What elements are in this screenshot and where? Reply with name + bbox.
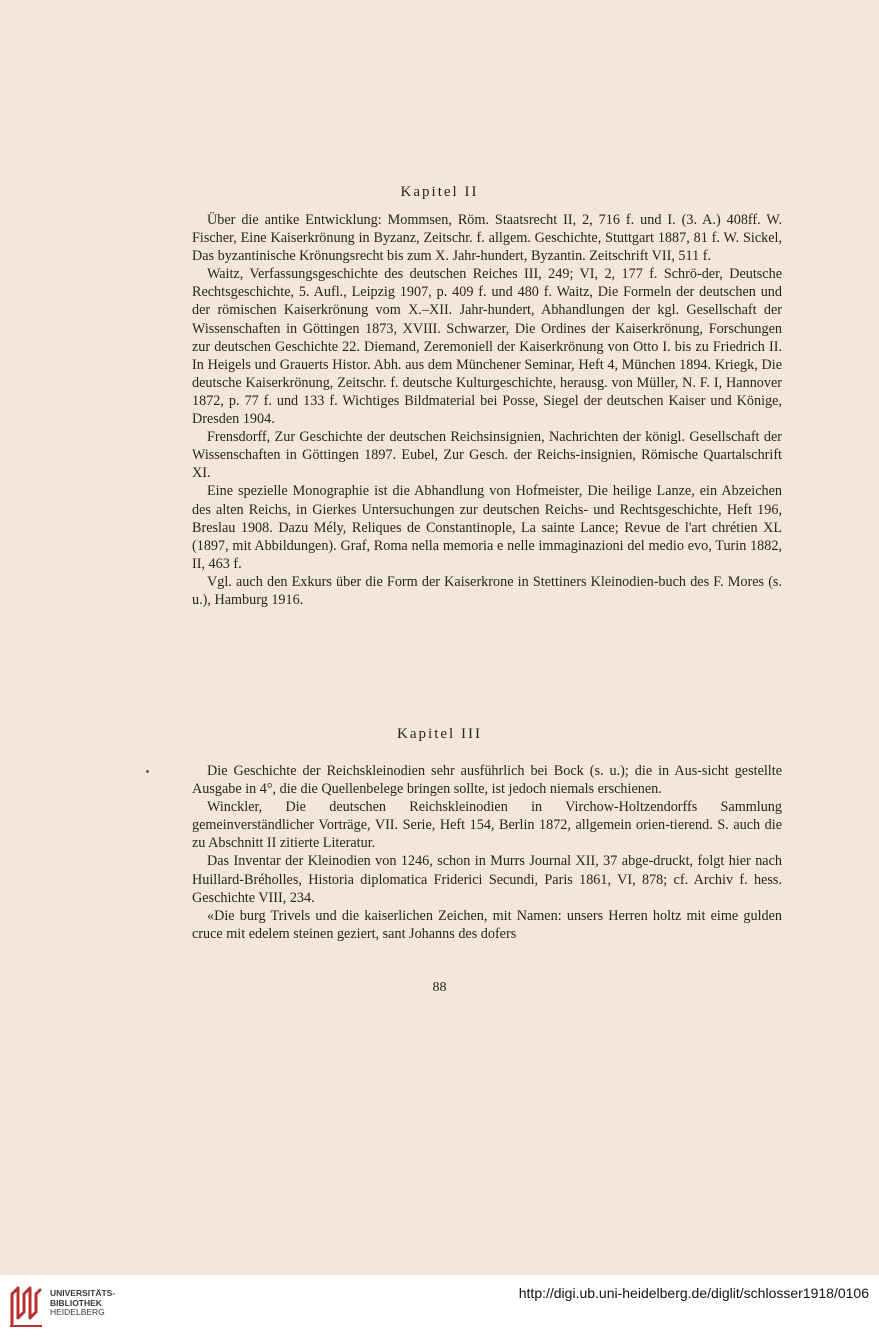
logo-line: BIBLIOTHEK [50,1297,102,1308]
logo-line: HEIDELBERG [50,1307,105,1317]
paragraph: Über die antike Entwicklung: Mommsen, Röm. Staatsrecht II, 2, 716 f. und I. (3. A.) 408ff. W. Fischer, Eine Kaiserkrönung in Byzanz, Zeitschr. f. allgem. Geschichte, Stuttgart 1887, 81 f. W. Sickel, Das byzantinische Krönungsrecht bis zum X. Jahr-hundert, Byzantin. Zeitschrift VII, 511 f. [192,212,782,265]
library-footer [0,1275,879,1338]
library-logo-text [50,1289,115,1318]
paragraph: Frensdorff, Zur Geschichte der deutschen Reichsinsignien, Nachrichten der königl. Gesellschaft der Wissenschaften in Göttingen 1897. Eubel, Zur Gesch. der Reichs-insignien, Römische Quartalschrift XI. [192,429,782,482]
library-logo-icon [8,1284,44,1333]
chapter-3-body [192,762,782,943]
paragraph: Eine spezielle Monographie ist die Abhandlung von Hofmeister, Die heilige Lanze, ein Abzeichen des alten Reichs, in Gierkes Untersuchungen zur deutschen Reichs- und Rechtsgeschichte, Heft 196, Breslau 1908. Dazu Mély, Reliques de Constantinople, La sainte Lance; Revue de l'art chrétien XL (1897, mit Abbildungen). Graf, Roma nella memoria e nelle immaginazioni del medio evo, Turin 1882, II, 463 f. [192,483,782,572]
paragraph: Winckler, Die deutschen Reichskleinodien in Virchow-Holtzendorffs Sammlung gemeinverständlicher Vorträge, VII. Serie, Heft 154, Berlin 1872, allgemein orien-tierend. S. auch die zu Abschnitt II zitierte Literatur. [192,799,782,852]
paragraph: «Die burg Trivels und die kaiserlichen Zeichen, mit Namen: unsers Herren holtz mit eime gulden cruce mit edelem steinen geziert, sant Johanns des dofers [192,907,782,942]
page-number: 88 [432,980,447,995]
paper-speck [146,770,149,773]
chapter-3-heading: Kapitel III [397,726,482,742]
paragraph: Vgl. auch den Exkurs über die Form der Kaiserkrone in Stettiners Kleinodien-buch des F. Mores (s. u.), Hamburg 1916. [192,573,782,608]
logo-line: UNIVERSITÄTS- [50,1288,116,1298]
paragraph: Waitz, Verfassungsgeschichte des deutschen Reiches III, 249; VI, 2, 177 f. Schrö-der, Deutsche Rechtsgeschichte, 5. Aufl., Leipzig 1907, p. 409 f. und 480 f. Waitz, Die Formeln der deutschen und der römischen Kaiserkrönung vom X.–XII. Jahr-hundert, Abhandlungen der kgl. Gesellschaft der Wissenschaften in Göttingen 1873, XVIII. Schwarzer, Die Ordines der Kaiserkrönung, Forschungen zur deutschen Geschichte 22. Diemand, Zeremoniell der Kaiserkrönung von Otto I. bis zu Friedrich II. In Heigels und Grauerts Histor. Abh. aus dem Münchener Seminar, Heft 4, München 1894. Kriegk, Die deutsche Kaiserkrönung, Zeitschr. f. deutsche Kulturgeschichte, herausg. von Müller, N. F. I, Hannover 1872, p. 77 f. und 133 f. Wichtiges Bildmaterial bei Posse, Siegel der deutschen Kaiser und Könige, Dresden 1904. [192,266,782,428]
paragraph: Das Inventar der Kleinodien von 1246, schon in Murrs Journal XII, 37 abge-druckt, folgt hier nach Huillard-Bréholles, Historia diplomatica Friderici Secundi, Paris 1861, VI, 878; cf. Archiv f. hess. Geschichte VIII, 234. [192,853,782,906]
chapter-2-heading: Kapitel II [400,184,479,200]
chapter-2-body [192,211,782,609]
source-url[interactable]: http://digi.ub.uni-heidelberg.de/diglit/schlosser1918/0106 [518,1285,869,1301]
paragraph: Die Geschichte der Reichskleinodien sehr ausführlich bei Bock (s. u.); die in Aus-sicht gestellte Ausgabe in 4°, die die Quellenbelege bringen sollte, ist jedoch niemals erschienen. [192,763,782,798]
